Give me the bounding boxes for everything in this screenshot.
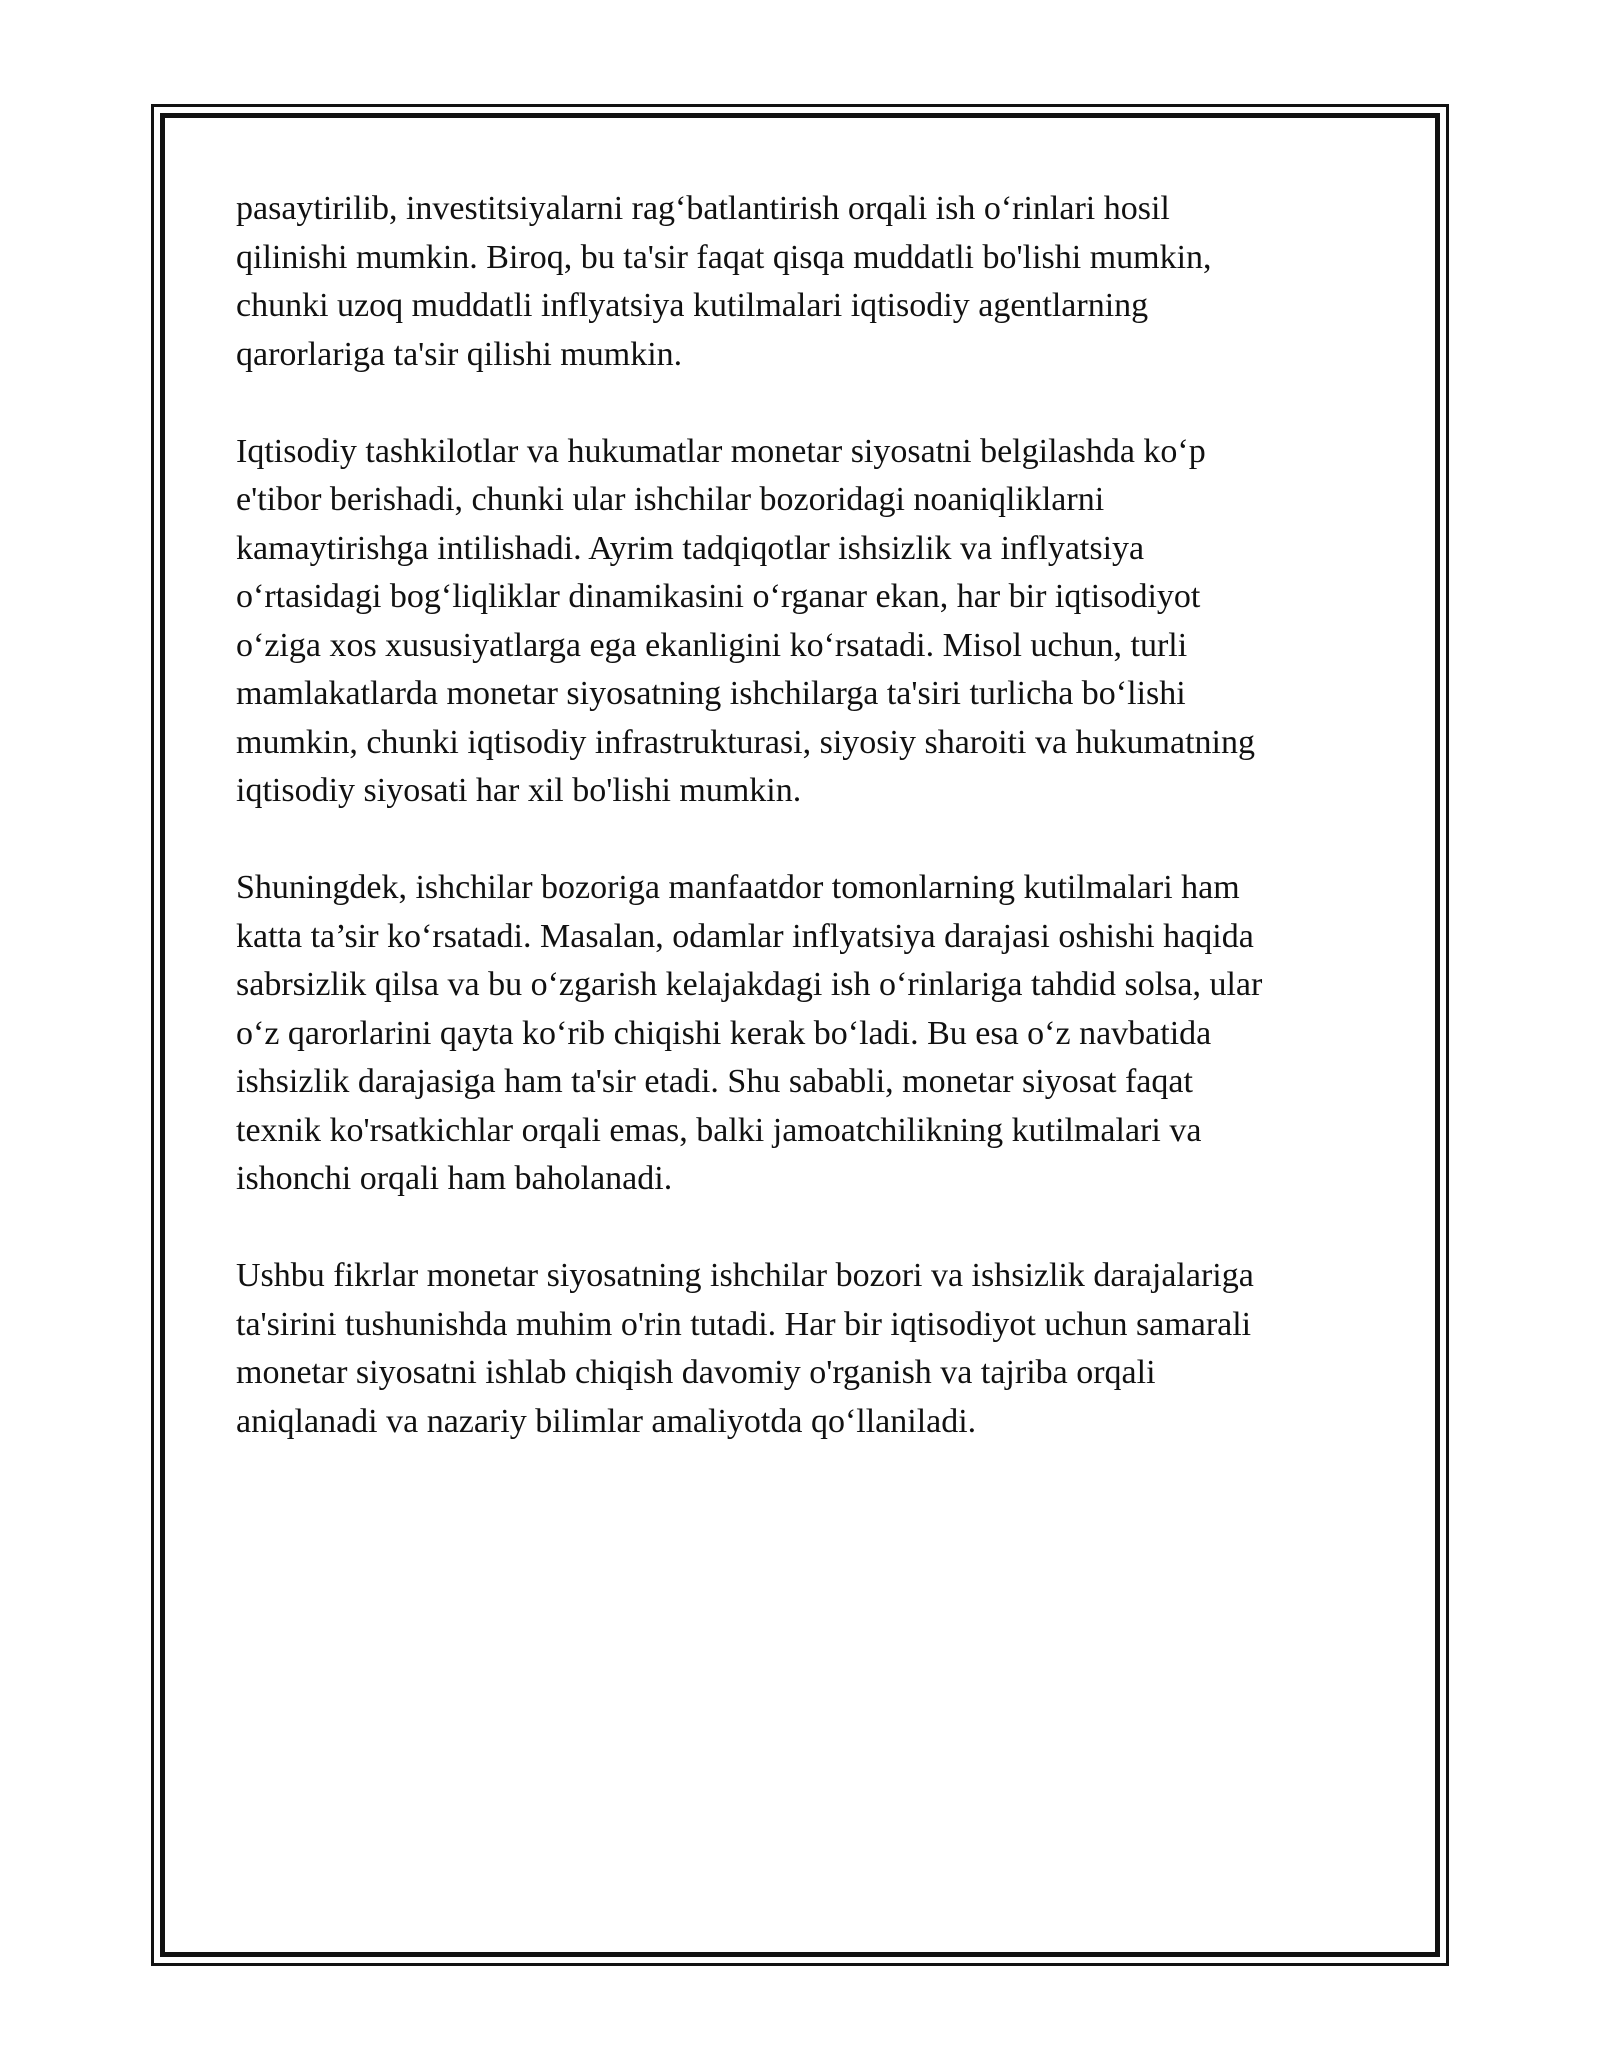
paragraph-2: Iqtisodiy tashkilotlar va hukumatlar monetar siyosatni belgilashda ko‘p e'tibor berishadi, chunki ular ishchilar bozoridagi noaniqliklarni kamaytirishga intilishadi. Ayrim tadqiqotlar ishsizlik va inflyatsiya o‘rtasidagi bog‘liqliklar dinamikasini o‘rganar ekan, har bir iqtisodiyot o‘ziga xos xususiyatlarga ega ekanligini ko‘rsatadi. Misol uchun, turli mamlakatlarda monetar siyosatning ishchilarga ta'siri turlicha bo‘lishi mumkin, chunki iqtisodiy infrastrukturasi, siyosiy sharoiti va hukumatning iqtisodiy siyosati har xil bo'lishi mumkin. (236, 432, 1255, 809)
paragraph-4: Ushbu fikrlar monetar siyosatning ishchilar bozori va ishsizlik darajalariga ta'sirini tushunishda muhim o'rin tutadi. Har bir iqtisodiyot uchun samarali monetar siyosatni ishlab chiqish davomiy o'rganish va tajriba orqali aniqlanadi va nazariy bilimlar amaliyotda qo‘llaniladi. (236, 1257, 1254, 1440)
document-body (236, 185, 1376, 1495)
paragraph-3: Shuningdek, ishchilar bozoriga manfaatdor tomonlarning kutilmalari ham katta ta’sir ko‘rsatadi. Masalan, odamlar inflyatsiya darajasi oshishi haqida sabrsizlik qilsa va bu o‘zgarish kelajakdagi ish o‘rinlariga tahdid solsa, ular o‘z qarorlarini qayta ko‘rib chiqishi kerak bo‘ladi. Bu esa o‘z navbatida ishsizlik darajasiga ham ta'sir etadi. Shu sababli, monetar siyosat faqat texnik ko'rsatkichlar orqali emas, balki jamoatchilikning kutilmalari va ishonchi orqali ham baholanadi. (236, 869, 1263, 1197)
paragraph-1: pasaytirilib, investitsiyalarni rag‘batlantirish orqali ish o‘rinlari hosil qilinishi mumkin. Biroq, bu ta'sir faqat qisqa muddatli bo'lishi mumkin, chunki uzoq muddatli inflyatsiya kutilmalari iqtisodiy agentlarning qarorlariga ta'sir qilishi mumkin. (236, 190, 1212, 373)
